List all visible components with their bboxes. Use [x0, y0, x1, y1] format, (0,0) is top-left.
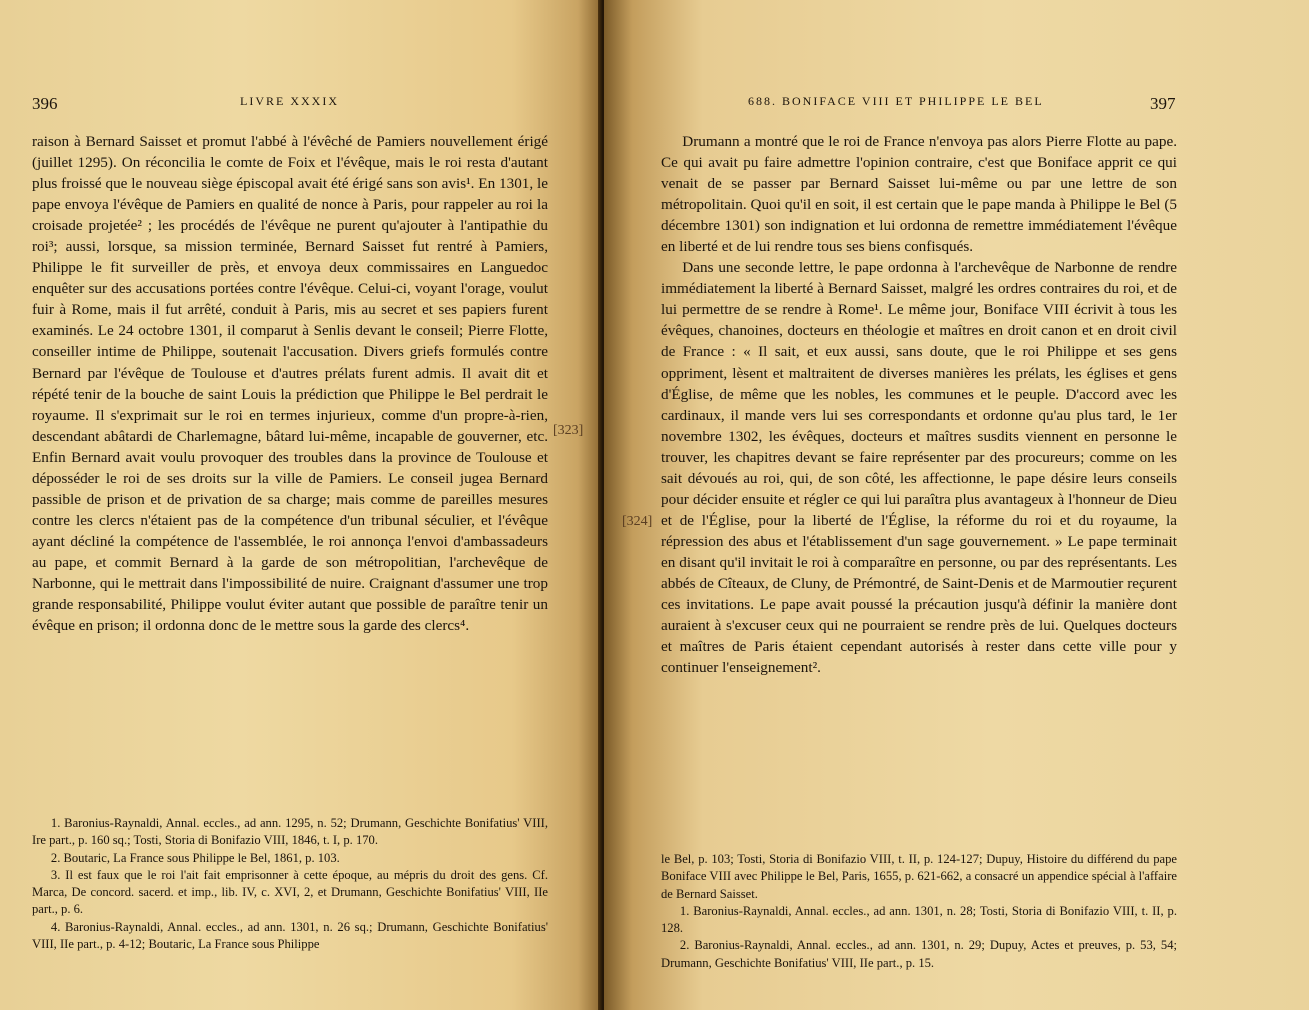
left-running-head: LIVRE XXXIX [240, 94, 339, 108]
right-margin-marker: [324] [622, 514, 653, 529]
right-body-text [661, 131, 1177, 678]
right-footnote: 1. Baronius-Raynaldi, Annal. eccles., ad ann. 1301, n. 28; Tosti, Storia di Bonifazio VIII, t. II, p. 128. [661, 903, 1177, 936]
left-footnote: 1. Baronius-Raynaldi, Annal. eccles., ad ann. 1295, n. 52; Drumann, Geschichte Bonifatius' VIII, Ire part., p. 160 sq.; Tosti, Storia di Bonifazio VIII, 1846, t. I, p. 170. [32, 816, 548, 848]
left-footnote: 4. Baronius-Raynaldi, Annal. eccles., ad ann. 1301, n. 26 sq.; Drumann, Geschichte Bonifatius' VIII, IIe part., p. 4-12; Boutaric, La France sous Philippe [32, 919, 548, 952]
right-page [604, 0, 1309, 1010]
left-footnote: 3. Il est faux que le roi l'ait fait emprisonner à cette époque, au mépris du droit des gens. Cf. Marca, De concord. sacerd. et imp., lib. IV, c. XVI, 2, et Drumann, Geschichte Bonifatius' VIII, IIe part., p. 6. [32, 867, 548, 917]
left-footnote: 2. Boutaric, La France sous Philippe le Bel, 1861, p. 103. [50, 850, 340, 865]
right-footnote: 2. Baronius-Raynaldi, Annal. eccles., ad ann. 1301, n. 29; Dupuy, Actes et preuves, p. 53, 54; Drumann, Geschichte Bonifatius' VIII, IIe part., p. 15. [661, 938, 1177, 970]
right-footnote: le Bel, p. 103; Tosti, Storia di Bonifazio VIII, t. II, p. 124-127; Dupuy, Histoire du différend du pape Boniface VIII avec Philippe le Bel, Paris, 1655, p. 621-662, a consacré un appendice spécial à l'affaire de Bernard Saisset. [661, 852, 1177, 901]
left-page [0, 0, 602, 1010]
left-paragraph: raison à Bernard Saisset et promut l'abbé à l'évêché de Pamiers nouvellement érigé (juillet 1295). On réconcilia le comte de Foix et l'évêque, mais le roi resta d'autant plus froissé que le nouveau siège épiscopal avait été érigé sans son avis¹. En 1301, le pape envoya l'évêque de Pamiers en qualité de nonce à Paris, pour rappeler au roi la croisade projetée² ; les procédés de l'évêque ne purent qu'ajouter à l'antipathie du roi³; aussi, lorsque, sa mission terminée, Bernard Saisset fut rentré à Pamiers, Philippe le fit surveiller de près, et envoya deux commissaires en Languedoc enquêter sur des accusations portées contre l'évêque. Celui-ci, voyant l'orage, voulut fuir à Rome, mais il fut arrêté, conduit à Paris, mis au secret et ses papiers furent examinés. Le 24 octobre 1301, il comparut à Senlis devant le conseil; Pierre Flotte, conseiller intime de Philippe, soutenait l'accusation. Divers griefs formulés contre Bernard par l'évêque de Toulouse et d'autres prélats furent admis. Il avait dit et répété tenir de la bouche de saint Louis la prédiction que Philippe le Bel perdrait le royaume. Il s'exprimait sur le roi en termes injurieux, comme d'un propre-à-rien, descendant abâtardi de Charlemagne, bâtard lui-même, incapable de gouverner, etc. Enfin Bernard avait voulu provoquer des troubles dans la province de Toulouse et déposséder le roi de ses droits sur la ville de Pamiers. Le conseil jugea Bernard passible de prison et de privation de sa charge; mais comme de pareilles mesures contre les clercs n'étaient pas de la compétence d'un tribunal séculier, et l'évêque ayant décliné la compétence de l'assemblée, le roi annonça l'envoi d'ambassadeurs au pape, et commit Bernard à la garde de son métropolitian, l'archevêque de Narbonne, qui le mettrait dans l'impossibilité de nuire. Craignant d'assumer une trop grande responsabilité, Philippe voulut éviter autant que possible de paraître tenir un évêque en prison; il ordonna donc de le mettre sous la garde des clercs⁴. [32, 133, 548, 635]
right-running-head: 688. BONIFACE VIII ET PHILIPPE LE BEL [748, 94, 1044, 108]
right-paragraph: Dans une seconde lettre, le pape ordonna à l'archevêque de Narbonne de rendre immédiatement la liberté à Bernard Saisset, malgré les ordres contraires du roi, et de lui permettre de se rendre à Rome¹. Le même jour, Boniface VIII écrivit à tous les évêques, chanoines, docteurs en théologie et maîtres en droit canon et en droit civil de France : « Il sait, et eux aussi, sans doute, que le roi Philippe et ses gens oppriment, lèsent et maltraitent de diverses manières les prélats, les églises et gens d'Église, de même que les nobles, les communes et le peuple. D'accord avec les cardinaux, il mande vers lui ses correspondants et ordonne qu'au plus tard, le 1er novembre 1302, les évêques, docteurs et maîtres susdits viennent en personne le trouver, les chapitres devant se faire représenter par des procureurs; comme on les sait dévoués au roi, qui, de son côté, les affectionne, le pape désire leurs conseils pour décider ensuite et régler ce qui lui paraîtra plus avantageux à l'honneur de Dieu et de l'Église, pour la liberté de l'Église, la réforme du roi et du royaume, la répression des abus et l'établissement d'un sage gouvernement. » Le pape terminait en disant qu'il invitait le roi à comparaître en personne, ou par des représentants. Les abbés de Cîteaux, de Cluny, de Prémontré, de Saint-Denis et de Marmoutier reçurent ces invitations. Le pape avait poussé la précaution jusqu'à définir la manière dont auraient à s'excuser ceux qui ne pourraient se rendre près de lui. Quelques docteurs et maîtres de Paris étaient cependant autorisés à rester dans cette ville pour y continuer l'enseignement². [661, 259, 1177, 677]
left-folio: 396 [32, 94, 58, 113]
right-footnotes [661, 851, 1177, 972]
left-footnotes [32, 815, 548, 953]
right-folio: 397 [1150, 94, 1176, 113]
left-margin-marker: [323] [553, 423, 584, 438]
left-body-text [32, 131, 548, 636]
right-paragraph: Drumann a montré que le roi de France n'envoya pas alors Pierre Flotte au pape. Ce qui avait pu faire admettre l'opinion contraire, c'est que Boniface apprit ce qui venait de se passer par Bernard Saisset lui-même ou par une lettre de son métropolitain. Quoi qu'il en soit, il est certain que le pape manda à Philippe le Bel (5 décembre 1301) son indignation et lui ordonna de remettre immédiatement l'évêque en liberté et de lui rendre tous ses biens confisqués. [661, 133, 1177, 256]
